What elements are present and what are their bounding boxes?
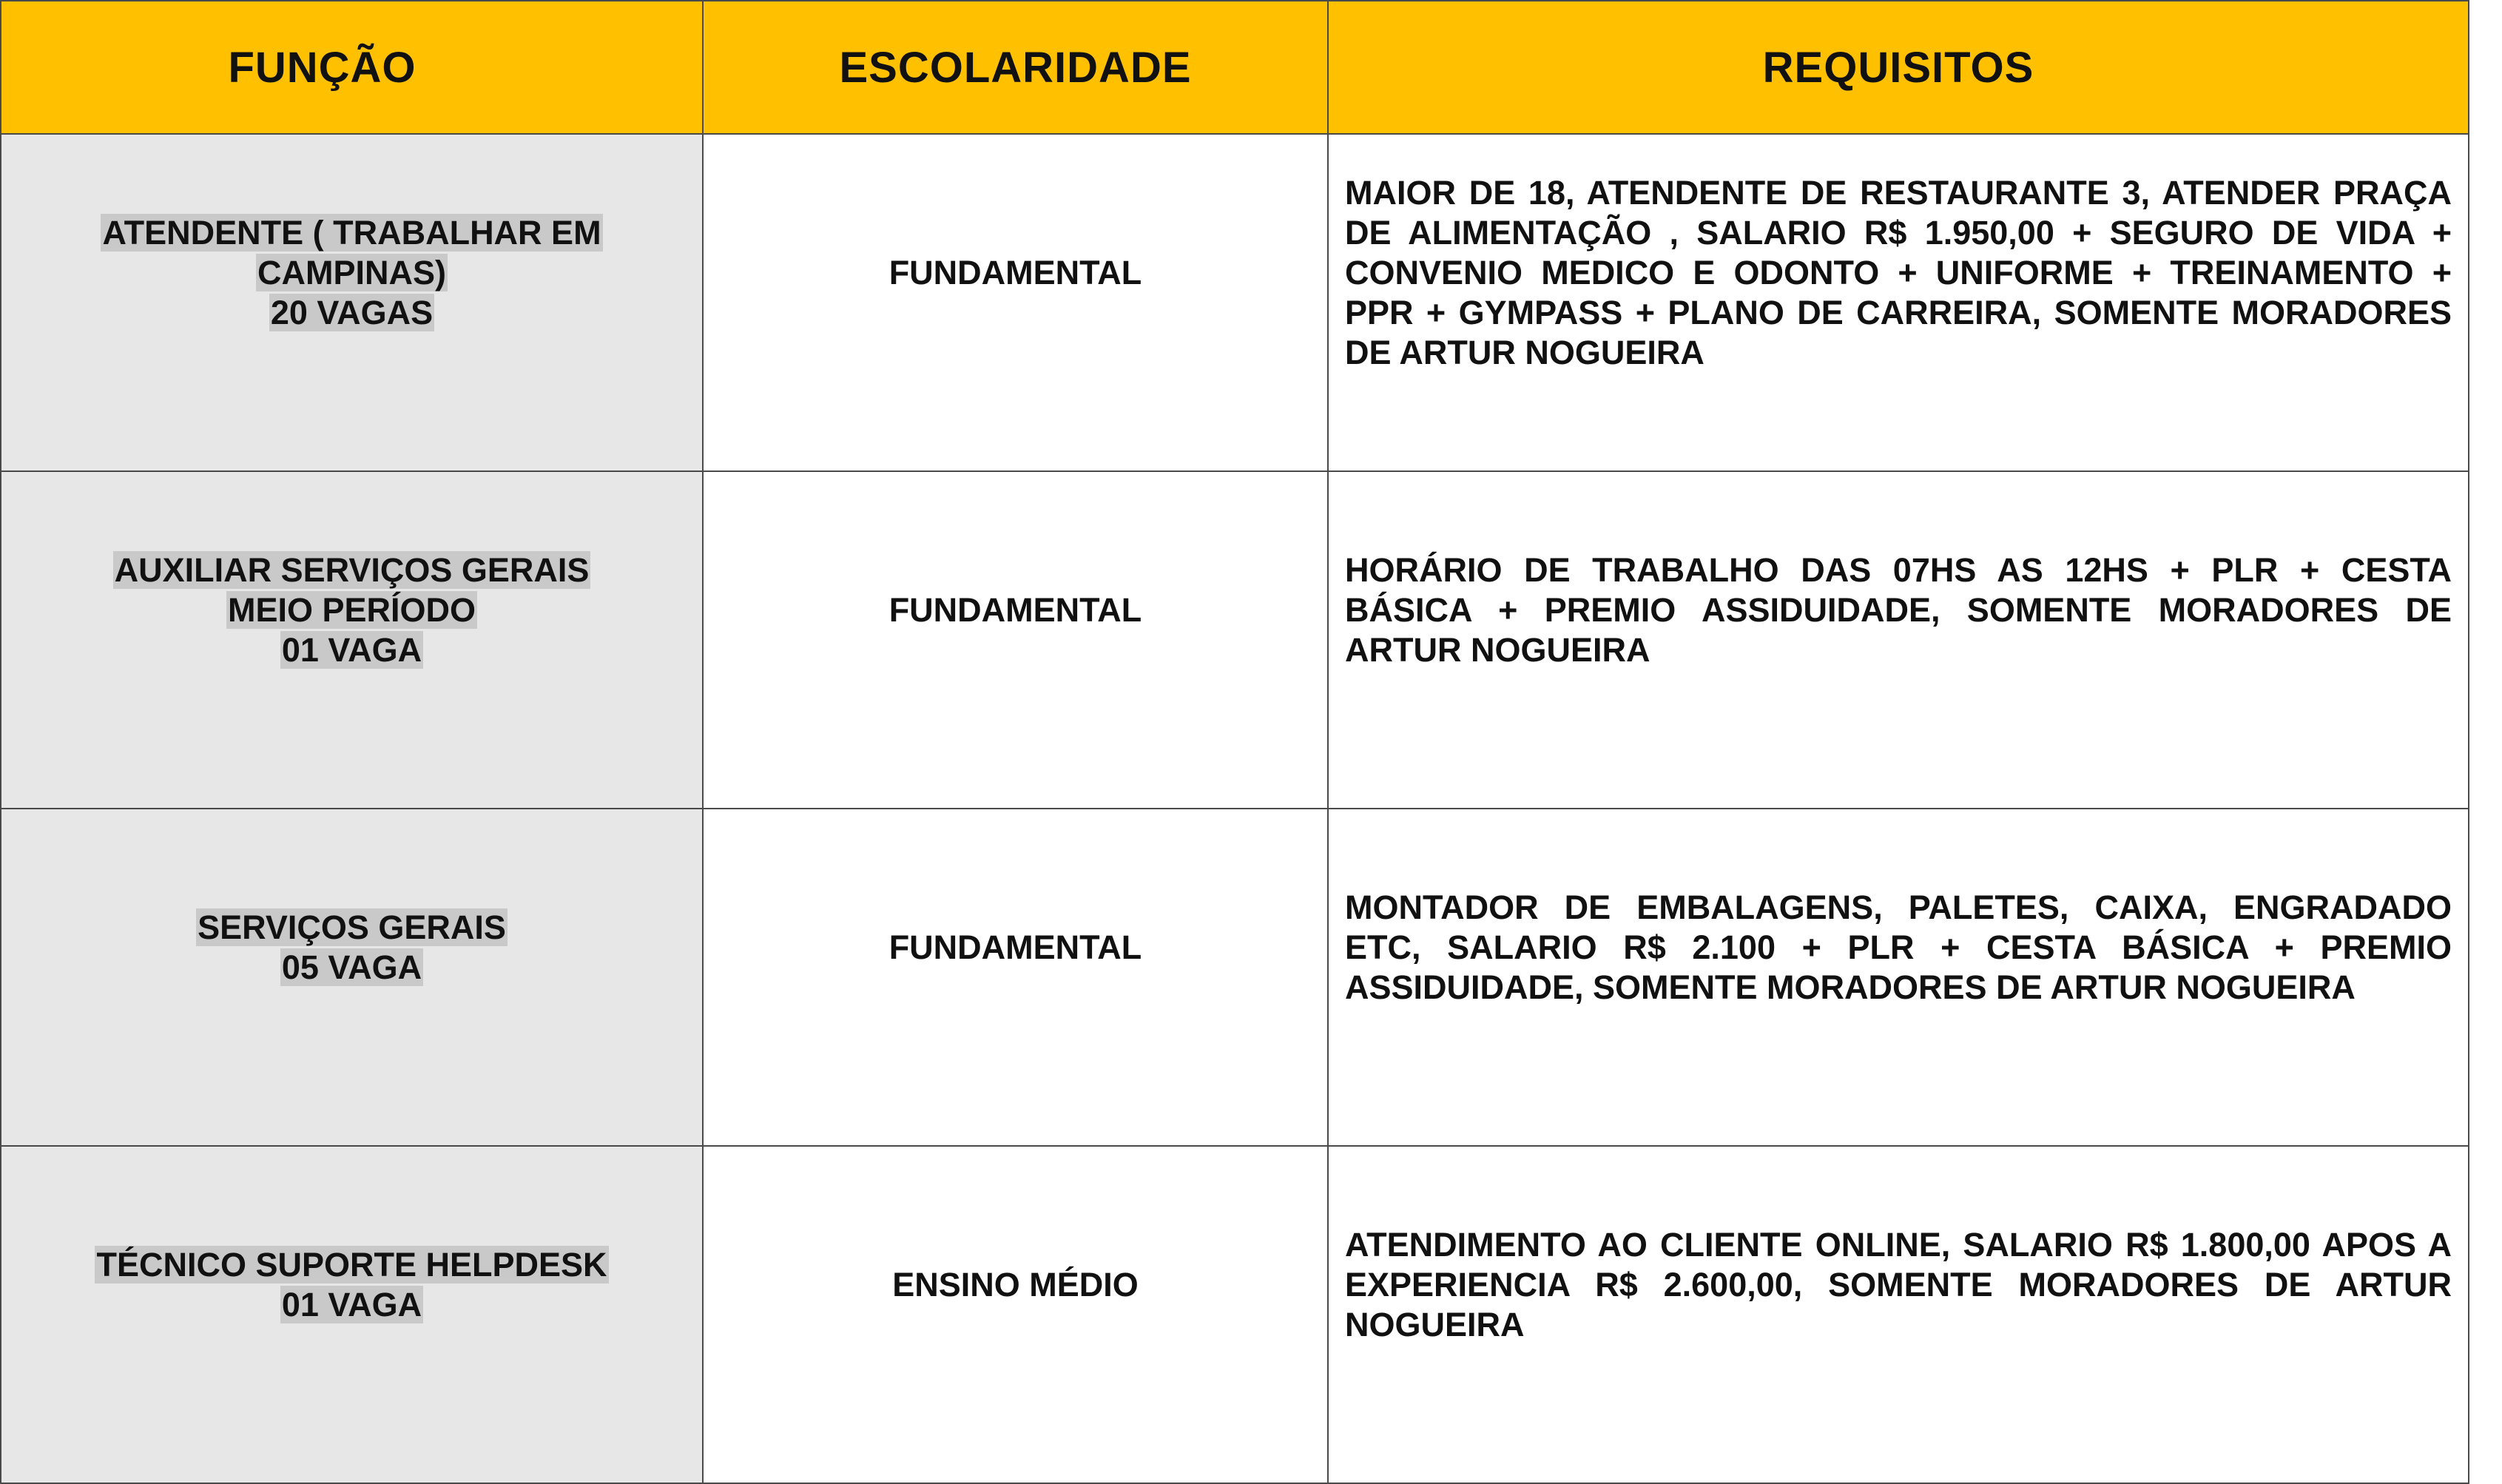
requisitos-cell xyxy=(1328,471,2469,809)
escolaridade-cell xyxy=(703,1146,1328,1483)
funcao-cell xyxy=(1,471,703,809)
funcao-text xyxy=(1,908,702,988)
requisitos-text: MONTADOR DE EMBALAGENS, PALETES, CAIXA, ENGRADADO ETC, SALARIO R$ 2.100 + PLR + CESTA BÁSICA + PREMIO ASSIDUIDADE, SOMENTE MORADORES DE ARTUR NOGUEIRA xyxy=(1345,888,2452,1006)
funcao-line: TÉCNICO SUPORTE HELPDESK xyxy=(96,1246,607,1284)
funcao-vagas: 05 VAGA xyxy=(281,948,422,986)
escolaridade-cell xyxy=(703,809,1328,1146)
requisitos-cell xyxy=(1328,1146,2469,1483)
funcao-vagas: 01 VAGA xyxy=(281,1286,422,1323)
funcao-text xyxy=(1,1245,702,1325)
escolaridade-cell xyxy=(703,134,1328,471)
header-row xyxy=(1,1,2469,134)
escolaridade-text: FUNDAMENTAL xyxy=(888,591,1142,629)
requisitos-text: MAIOR DE 18, ATENDENTE DE RESTAURANTE 3, ATENDER PRAÇA DE ALIMENTAÇÃO , SALARIO R$ 1.950,00 + SEGURO DE VIDA + CONVENIO MEDICO E ODONTO + UNIFORME + TREINAMENTO + PPR + GYMPASS + PLANO DE CARREIRA, SOMENTE MORADORES DE ARTUR NOGUEIRA xyxy=(1345,174,2452,371)
requisitos-text: HORÁRIO DE TRABALHO DAS 07HS AS 12HS + PLR + CESTA BÁSICA + PREMIO ASSIDUIDADE, SOMENTE MORADORES DE ARTUR NOGUEIRA xyxy=(1345,551,2452,669)
table-row xyxy=(1,1146,2469,1483)
funcao-text xyxy=(1,550,702,670)
funcao-text xyxy=(1,213,702,333)
header-funcao: FUNÇÃO xyxy=(1,1,703,134)
funcao-line: CAMPINAS) xyxy=(257,254,446,291)
header-escolaridade: ESCOLARIDADE xyxy=(703,1,1328,134)
header-requisitos: REQUISITOS xyxy=(1328,1,2469,134)
table-row xyxy=(1,134,2469,471)
funcao-line: MEIO PERÍODO xyxy=(227,591,476,629)
table-row xyxy=(1,471,2469,809)
funcao-cell xyxy=(1,134,703,471)
funcao-vagas: 20 VAGAS xyxy=(270,294,434,331)
requisitos-cell xyxy=(1328,809,2469,1146)
funcao-cell xyxy=(1,809,703,1146)
escolaridade-text: FUNDAMENTAL xyxy=(888,928,1142,966)
escolaridade-text: FUNDAMENTAL xyxy=(888,254,1142,291)
funcao-line: ATENDENTE ( TRABALHAR EM xyxy=(102,214,601,252)
funcao-cell xyxy=(1,1146,703,1483)
funcao-vagas: 01 VAGA xyxy=(281,631,422,669)
requisitos-text: ATENDIMENTO AO CLIENTE ONLINE, SALARIO R$ 1.800,00 APOS A EXPERIENCIA R$ 2.600,00, SOMENTE MORADORES DE ARTUR NOGUEIRA xyxy=(1345,1226,2452,1343)
requisitos-cell xyxy=(1328,134,2469,471)
funcao-line: AUXILIAR SERVIÇOS GERAIS xyxy=(114,551,590,589)
funcao-line: SERVIÇOS GERAIS xyxy=(198,908,506,946)
table-row xyxy=(1,809,2469,1146)
escolaridade-text: ENSINO MÉDIO xyxy=(892,1266,1139,1303)
escolaridade-cell xyxy=(703,471,1328,809)
